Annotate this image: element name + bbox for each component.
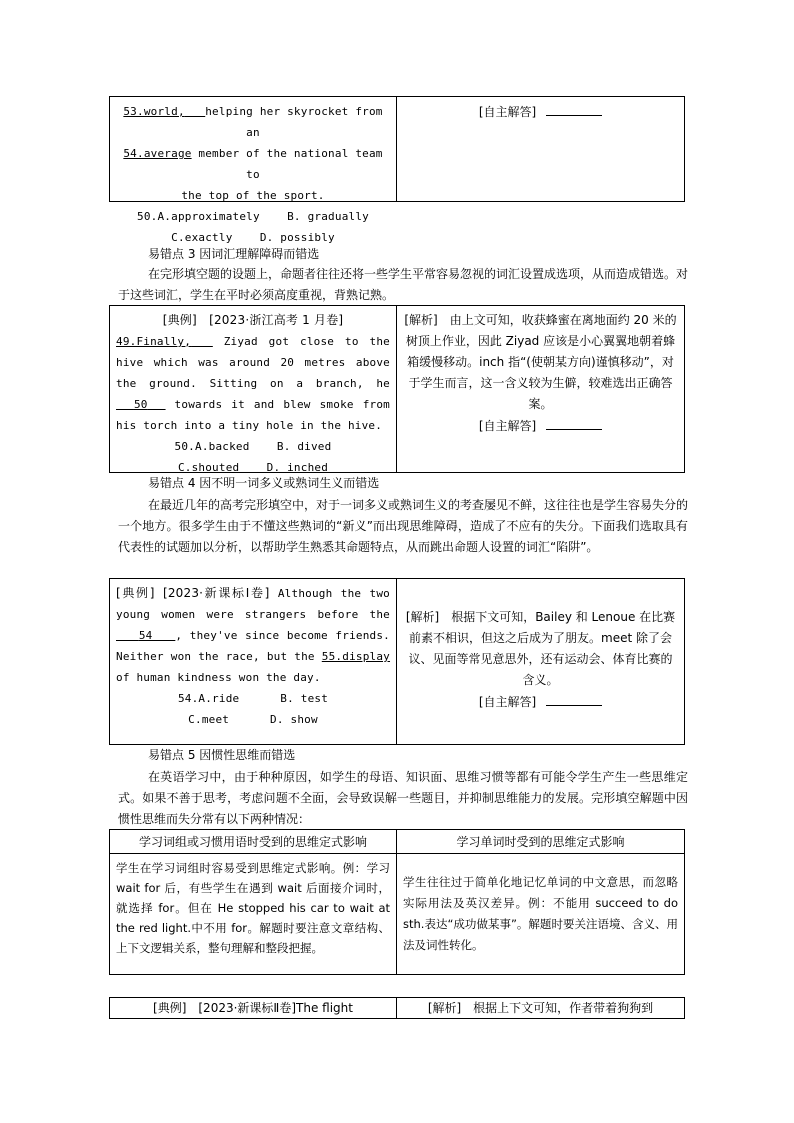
self-answer-row: [自主解答] xyxy=(403,415,678,437)
example-box-2 xyxy=(109,305,685,473)
example-text: [典例] [2023·新课标Ⅰ卷] Although the two young women were strangers before the 54 , they've since become friends. Neither won the race, but the 55.display of human kindness won the day. xyxy=(116,586,391,684)
answer-blank[interactable] xyxy=(546,101,602,116)
table-header-row xyxy=(110,830,684,854)
table-body-row xyxy=(110,854,684,974)
question-column xyxy=(110,579,397,744)
answer-column xyxy=(397,97,684,201)
example-box-1 xyxy=(109,96,685,244)
table-header-right: 学习单词时受到的思维定式影响 xyxy=(456,835,625,849)
analysis-text: [解析] 根据下文可知，Bailey 和 Lenoue 在比赛前素不相识，但这之后成为了朋友。meet 除了会议、见面等常见意思外，还有运动会、体育比赛的含义。 xyxy=(405,610,676,687)
table-cell-left: 学生在学习词组时容易受到思维定式影响。例：学习 wait for 后，有些学生在遇到 wait 后面接介词时，就选择 for。但在 He stopped his car to wait at the red light.中不用 for。解题时要注意文章结构、上下文逻辑关系，整句理解和整段把握。 xyxy=(110,854,397,974)
options-line-2: C.exactly D. possibly xyxy=(171,231,335,244)
table-header-left: 学习词组或习惯用语时受到的思维定式影响 xyxy=(110,830,397,853)
section-5-paragraph: 在英语学习中，由于种种原因，如学生的母语、知识面、思维习惯等都有可能令学生产生一些思维定式。如果不善于思考，考虑问题不全面，会导致误解一些题目，并抑制思维能力的发展。完形填空解题中因惯性思维而失分常有以下两种情况： xyxy=(118,770,688,826)
example-box-4 xyxy=(109,997,685,1019)
analysis-column: [解析] 根据上下文可知，作者带着狗狗到 xyxy=(427,1001,654,1015)
options-line-1: 54.A.ride B. test xyxy=(177,692,329,705)
analysis-column xyxy=(397,306,684,472)
example-label: [典例] [2023·浙江高考 1 月卷] xyxy=(162,313,344,327)
question-line-2: 54.average member of the national team to xyxy=(123,147,383,181)
table-cell-right: 学生往往过于简单化地记忆单词的中文意思，而忽略实际用法及英汉差异。例：不能用 succeed to do sth.表达“成功做某事”。解题时要关注语境、含义、用法及词性转化。 xyxy=(403,875,678,952)
section-3-title: 易错点 3 因词汇理解障碍而错选 xyxy=(148,247,320,261)
example-text: 49.Finally, Ziyad got close to the hive which was around 20 metres above the ground. Sitting on a branch, he 50 towards it and blew smoke from his torch into a tiny hole in the hive. xyxy=(116,335,390,432)
options-line-2: C.meet D. show xyxy=(188,713,318,726)
comparison-table xyxy=(109,829,685,975)
section-4-title: 易错点 4 因不明一词多义或熟词生义而错选 xyxy=(148,476,380,490)
question-column xyxy=(110,306,397,472)
question-line-1: 53.world, helping her skyrocket from an xyxy=(123,105,383,139)
options-line-1: 50.A.approximately B. gradually xyxy=(137,210,369,223)
analysis-text: [解析] 由上文可知，收获蜂蜜在离地面约 20 米的树顶上作业，因此 Ziyad 应该是小心翼翼地朝着蜂箱缓慢移动。inch 指“(使朝某方向)谨慎移动”，对于学生而言，这一含义较为生僻，较难选出正确答案。 xyxy=(404,313,677,411)
options-line-2: C.shouted D. inched xyxy=(177,461,329,474)
section-4-paragraph: 在最近几年的高考完形填空中，对于一词多义或熟词生义的考查屡见不鲜，这往往也是学生容易失分的一个地方。很多学生由于不懂这些熟词的“新义”而出现思维障碍，造成了不应有的失分。下面我们选取具有代表性的试题加以分析，以帮助学生熟悉其命题特点，从而跳出命题人设置的词汇“陷阱”。 xyxy=(118,498,689,554)
question-column xyxy=(110,97,397,244)
analysis-column xyxy=(397,579,684,744)
self-answer-label: [自主解答] xyxy=(478,105,537,119)
section-5-title: 易错点 5 因惯性思维而错选 xyxy=(148,748,296,762)
section-3-paragraph: 在完形填空题的设题上，命题者往往还将一些学生平常容易忽视的词汇设置成选项，从而造成错选。对于这些词汇，学生在平时必须高度重视，背熟记熟。 xyxy=(118,267,689,302)
question-column: [典例] [2023·新课标Ⅱ卷]The flight xyxy=(110,998,397,1018)
options-line-1: 50.A.backed B. dived xyxy=(174,440,332,453)
answer-blank[interactable] xyxy=(546,691,602,706)
example-box-3 xyxy=(109,578,685,745)
answer-blank[interactable] xyxy=(546,415,602,430)
self-answer-row: [自主解答] xyxy=(403,691,678,713)
question-line-3: the top of the sport. xyxy=(181,189,325,202)
